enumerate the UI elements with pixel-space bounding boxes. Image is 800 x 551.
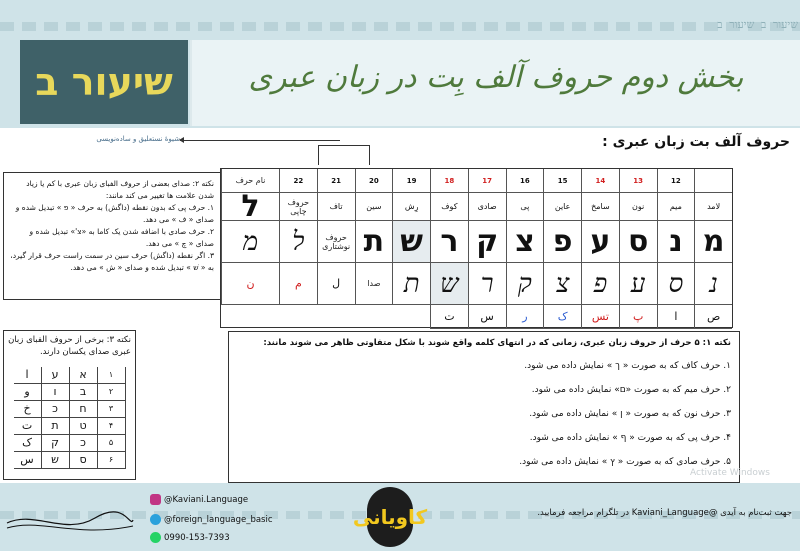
pair-cell: ת: [42, 418, 70, 435]
instagram-handle-text: @Kaviani.Language: [164, 495, 249, 505]
cell-print: נ: [657, 221, 695, 263]
note-1-box: [228, 331, 740, 483]
cell-print: ס: [619, 221, 657, 263]
pair-cell: א: [70, 367, 98, 384]
cell-name: سامخ: [581, 193, 619, 221]
cell-sound: تس: [581, 305, 619, 329]
note-2-point-1: ۱. حرف پی که بدون نقطه (داگش) به حرف « פ » تبدیل شده و صدای « ف » می دهد.: [15, 203, 214, 224]
cell-name: لامد: [694, 193, 732, 221]
cell-cursive: צ: [543, 263, 581, 305]
cell-num: 20: [355, 169, 393, 193]
phone-number[interactable]: [150, 532, 230, 543]
cell-print: פ: [543, 221, 581, 263]
instagram-icon: [150, 494, 161, 505]
side-note: شیوۀ نستعلیق و ساده‌نویسی: [96, 135, 180, 143]
telegram-icon: [150, 514, 161, 525]
note-2-box: [3, 172, 221, 300]
cell-cursive: ר: [468, 263, 506, 305]
cell-num: 17: [468, 169, 506, 193]
pair-cell: ע: [42, 367, 70, 384]
cell-print: ע: [581, 221, 619, 263]
cell-sound: ص: [694, 305, 732, 329]
cell-num: 12: [657, 169, 695, 193]
cell-sound: م: [279, 263, 317, 305]
cell-name: میم: [657, 193, 695, 221]
activation-watermark: Activate Windows: [690, 468, 770, 478]
cell-sound: ن: [221, 263, 279, 305]
cell-num: 14: [581, 169, 619, 193]
lesson-badge: שיעור ב: [20, 40, 188, 124]
cell-print: ש: [392, 221, 430, 263]
whatsapp-icon: [150, 532, 161, 543]
row-label-print: حروف چاپی: [279, 193, 317, 221]
cell-cursive: ת: [392, 263, 430, 305]
brace-icon: [318, 145, 370, 165]
note-2-intro: نکته ۲: صدای بعضی از حروف الفبای زبان عبری با کم یا زیاد شدن علامت ها تغییر می کند مانند:: [26, 179, 214, 200]
final-form-item: ۱. حرف کاف که به صورت « ך » نمایش داده می شود.: [524, 361, 731, 371]
pair-cell: ۱: [98, 367, 126, 384]
note-2-point-2: ۲. حرف صادی با اضافه شدن یک کاما به «צ'» تبدیل شده و صدای « چ » می دهد.: [29, 227, 214, 248]
pair-cell: ס: [70, 452, 98, 469]
pair-cell: خ: [14, 401, 42, 418]
row-label-num: [694, 169, 732, 193]
note-2-point-3: ۳. اگر نقطه (داگش) حرف سین در سمت راست حرف قرار گیرد، به « שׁ » تبدیل شده و صدای « ش » می دهد.: [10, 251, 214, 272]
same-sound-pairs-table: [14, 367, 126, 469]
registration-message: جهت ثبت‌نام به آیدی @Kaviani_Language در تلگرام مراجعه فرمایید.: [537, 508, 792, 518]
cell-num: 15: [543, 169, 581, 193]
decorative-swirl: [5, 508, 135, 538]
pair-cell: ک: [14, 435, 42, 452]
cell-name: تاف: [317, 193, 355, 221]
cell-print: ק: [468, 221, 506, 263]
cell-name: عاین: [543, 193, 581, 221]
cell-print: ל: [221, 193, 279, 221]
cell-cursive: פ: [581, 263, 619, 305]
cell-cursive: ל: [279, 221, 317, 263]
cell-num: 21: [317, 169, 355, 193]
cell-print: צ: [506, 221, 544, 263]
cell-num: 13: [619, 169, 657, 193]
page-title: بخش دوم حروف آلف بِت در زبان عبری: [248, 60, 744, 95]
brand-logo: کاویانی: [367, 487, 413, 547]
cell-sound: ا: [657, 305, 695, 329]
cell-print: ת: [355, 221, 393, 263]
cell-cursive: ק: [506, 263, 544, 305]
row-label-name: نام حرف: [221, 169, 279, 193]
final-form-item: ۲. حرف میم که به صورت «ם» نمایش داده می شود.: [531, 385, 731, 395]
pair-cell: ۵: [98, 435, 126, 452]
pair-cell: ۴: [98, 418, 126, 435]
cell-name: پی: [506, 193, 544, 221]
pair-cell: س: [14, 452, 42, 469]
row-label-sound: صدا: [355, 263, 393, 305]
note-3-heading: نکته ۳: برخی از حروف الفبای زبان عبری صدای یکسان دارند.: [8, 335, 131, 357]
cell-num: 16: [506, 169, 544, 193]
final-forms-list: [237, 354, 731, 474]
final-form-item: ۳. حرف نون که به صورت « ן » نمایش داده می شود.: [529, 409, 731, 419]
pair-cell: ק: [42, 435, 70, 452]
pair-cell: ו: [42, 384, 70, 401]
phone-number-text: 0990-153-7393: [164, 533, 230, 543]
instagram-handle[interactable]: [150, 494, 248, 505]
cell-num: 22: [279, 169, 317, 193]
pair-cell: ۶: [98, 452, 126, 469]
cell-name: سین: [355, 193, 393, 221]
cell-cursive: נ: [694, 263, 732, 305]
pair-cell: כ: [70, 435, 98, 452]
pair-cell: ت: [14, 418, 42, 435]
note-3-box: [3, 330, 136, 480]
alphabet-table-title: حروف آلف بت زبان عبری :: [602, 134, 790, 150]
telegram-handle-text: @foreign_language_basic: [164, 515, 273, 525]
cell-num: 18: [430, 169, 468, 193]
cell-num: 19: [392, 169, 430, 193]
cell-sound: ر: [506, 305, 544, 329]
pair-cell: و: [14, 384, 42, 401]
cell-name: رِش: [392, 193, 430, 221]
cell-sound: پ: [619, 305, 657, 329]
cell-sound: ت: [430, 305, 468, 329]
cell-cursive: ש: [430, 263, 468, 305]
pair-cell: ا: [14, 367, 42, 384]
final-form-item: ۵. حرف صادی که به صورت « ץ » نمایش داده می شود.: [519, 457, 731, 467]
pair-cell: ۳: [98, 401, 126, 418]
pair-cell: ש: [42, 452, 70, 469]
cell-name: نون: [619, 193, 657, 221]
arrow-left-icon: [180, 140, 340, 141]
cell-sound: ک: [543, 305, 581, 329]
telegram-handle[interactable]: [150, 514, 273, 525]
pair-cell: ב: [70, 384, 98, 401]
final-form-item: ۴. حرف پی که به صورت « ף » نمایش داده می شود.: [529, 433, 731, 443]
cell-cursive: ס: [657, 263, 695, 305]
cell-sound: س: [468, 305, 506, 329]
pair-cell: ۲: [98, 384, 126, 401]
chapter-title: שיעור ב שיעור ב: [717, 18, 798, 31]
alphabet-table: [220, 168, 733, 328]
pair-cell: ט: [70, 418, 98, 435]
pair-cell: ח: [70, 401, 98, 418]
cell-print: ר: [430, 221, 468, 263]
cell-sound: ل: [317, 263, 355, 305]
cell-name: کوف: [430, 193, 468, 221]
pair-cell: כ: [42, 401, 70, 418]
cell-cursive: מ: [221, 221, 279, 263]
cell-name: صادی: [468, 193, 506, 221]
cell-print: מ: [694, 221, 732, 263]
note-1-heading: نکته ۱: ۵ حرف از حروف زبان عبری، زمانی که در انتهای کلمه واقع شوند با شکل متفاوتی ظاهر می شوند مانند:: [263, 338, 731, 348]
cell-cursive: ע: [619, 263, 657, 305]
row-label-cursive: حروف نوشتاری: [317, 221, 355, 263]
